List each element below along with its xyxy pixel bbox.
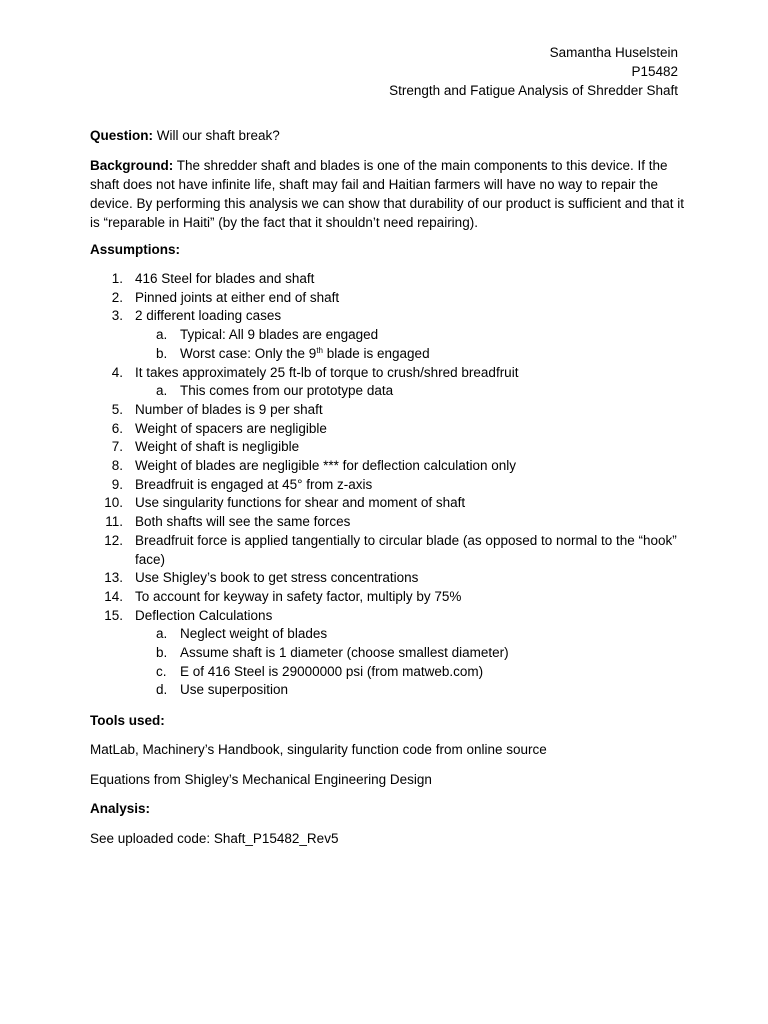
list-item: 3. 2 different loading cases a. Typical: All 9 blades are engaged b. Worst case: Only the 9th blade is engaged [90, 307, 690, 363]
list-item: 9. Breadfruit is engaged at 45° from z-axis [111, 476, 373, 492]
sub-list-item: d. Use superposition [156, 682, 289, 698]
list-item: 13. Use Shigley’s book to get stress concentrations [104, 570, 419, 586]
assumptions-list [90, 270, 690, 700]
question-text: Will our shaft break? [153, 128, 280, 143]
sub-list-item: a. Typical: All 9 blades are engaged [156, 327, 379, 343]
background-paragraph [90, 156, 690, 232]
author-name: Samantha Huselstein [549, 45, 678, 60]
tools-heading: Tools used: [90, 713, 165, 728]
list-item: 14. To account for keyway in safety factor, multiply by 75% [104, 588, 462, 604]
question-label: Question: [90, 128, 153, 143]
list-item: 11. Both shafts will see the same forces [105, 514, 351, 530]
background-text: The shredder shaft and blades is one of the main components to this device. If the shaft does not have infinite life, shaft may fail and Haitian farmers will have no way to repair the device. By performing this analysis we can show that durability of our product is sufficient and that it is “reparable in Haiti” (by the fact that it shouldn’t need repairing). [90, 158, 685, 230]
list-item: 5. Number of blades is 9 per shaft [111, 401, 323, 417]
sub-list-item: c. E of 416 Steel is 29000000 psi (from matweb.com) [156, 663, 484, 679]
list-item: 10. Use singularity functions for shear and moment of shaft [104, 495, 466, 511]
list-item: 7. Weight of shaft is negligible [111, 439, 300, 455]
document-header [389, 43, 678, 100]
list-item: 4. It takes approximately 25 ft-lb of torque to crush/shred breadfruit a. This comes from our prototype data [90, 364, 690, 401]
list-item: 1. 416 Steel for blades and shaft [111, 271, 315, 286]
list-item: 12. Breadfruit force is applied tangentially to circular blade (as opposed to normal to the “hook” face) [104, 532, 677, 567]
sub-list-item: a. This comes from our prototype data [156, 383, 394, 399]
list-item: 8. Weight of blades are negligible *** for deflection calculation only [111, 458, 516, 474]
background-label: Background: [90, 158, 174, 173]
tools-line-2: Equations from Shigley’s Mechanical Engineering Design [90, 772, 432, 787]
question-paragraph [90, 126, 690, 145]
list-item: 2. Pinned joints at either end of shaft [111, 289, 340, 305]
tools-line-1: MatLab, Machinery’s Handbook, singularity function code from online source [90, 742, 547, 757]
list-item: 6. Weight of spacers are negligible [111, 420, 327, 436]
project-code: P15482 [631, 64, 678, 79]
analysis-heading: Analysis: [90, 801, 151, 816]
assumptions-heading: Assumptions: [90, 242, 181, 257]
sub-list-item: b. Worst case: Only the 9th blade is engaged [156, 345, 430, 361]
sub-list-item: b. Assume shaft is 1 diameter (choose smallest diameter) [156, 645, 509, 661]
document-title: Strength and Fatigue Analysis of Shredder Shaft [389, 83, 678, 98]
sub-list-item: a. Neglect weight of blades [156, 626, 328, 642]
analysis-text: See uploaded code: Shaft_P15482_Rev5 [90, 831, 339, 846]
list-item: 15. Deflection Calculations a. Neglect weight of blades b. Assume shaft is 1 diameter (choose smallest diameter) c. E of 416 Steel is 29000000 psi (from matweb.com) d. Use superposition [90, 607, 690, 701]
